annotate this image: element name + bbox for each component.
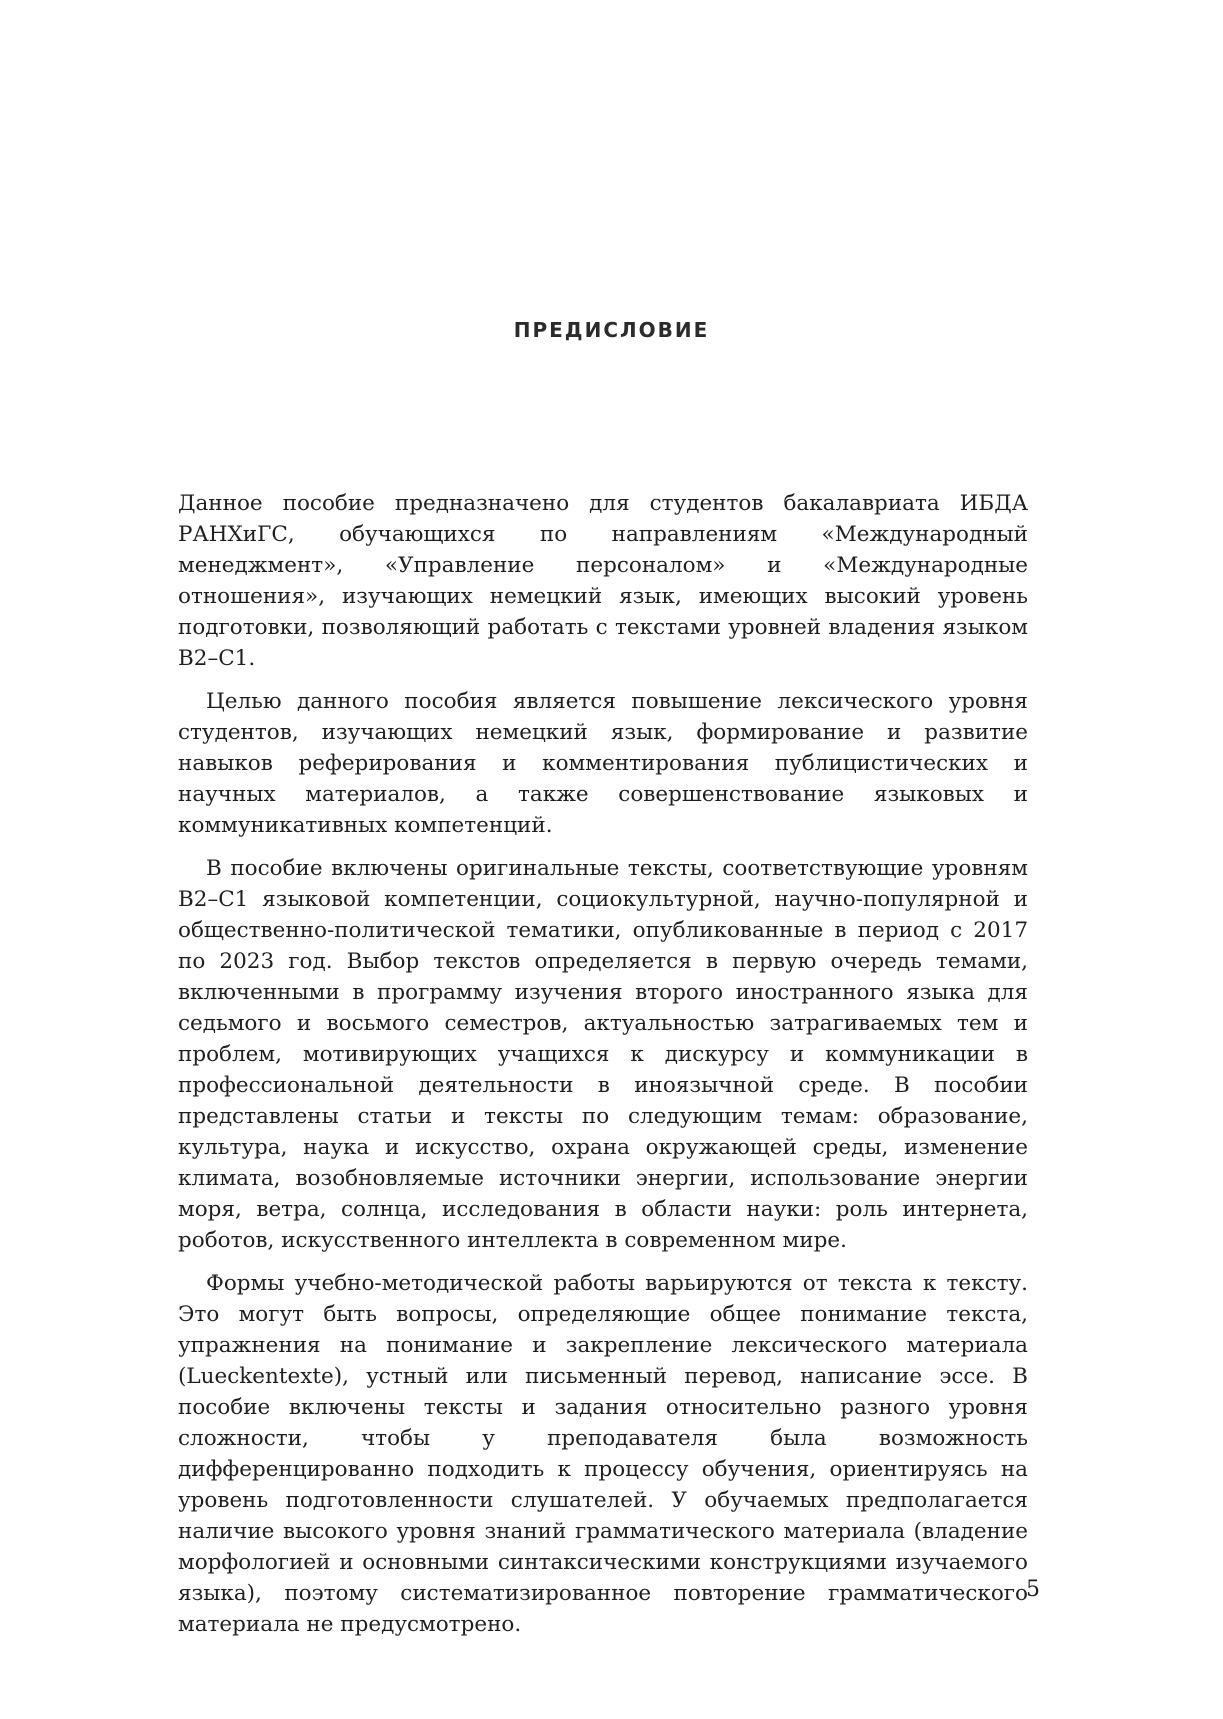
paragraph-1: Данное пособие предназначено для студентов бакалавриата ИБДА РАНХиГС, обучающихся по направлениям «Международный менеджмент», «Управление персоналом» и «Международные отношения», изучающих немецкий язык, имеющих высокий уровень подготовки, позволяющий работать с текстами уровней владения языком B2–C1. <box>178 491 1028 671</box>
paragraph-4: Формы учебно-методической работы варьируются от текста к тексту. Это могут быть вопросы, определяющие общее понимание текста, упражнения на понимание и закрепление лексического материала (Lueckentexte), устный или письменный перевод, написание эссе. В пособие включены тексты и задания относительно разного уровня сложности, чтобы у преподавателя была возможность дифференцированно подходить к процессу обучения, ориентируясь на уровень подготовленности слушателей. У обучаемых предполагается наличие высокого уровня знаний грамматического материала (владение морфологией и основными синтаксическими конструкциями изучаемого языка), поэтому систематизированное повторение грамматического материала не предусмотрено. <box>178 1271 1028 1637</box>
page-title: ПРЕДИСЛОВИЕ <box>513 318 710 342</box>
paragraph-2: Целью данного пособия является повышение лексического уровня студентов, изучающих немецкий язык, формирование и развитие навыков реферирования и комментирования публицистических и научных материалов, а также совершенствование языковых и коммуникативных компетенций. <box>178 689 1028 838</box>
paragraph-3: В пособие включены оригинальные тексты, соответствующие уровням B2–C1 языковой компетенции, социокультурной, научно-популярной и общественно-политической тематики, опубликованные в период с 2017 по 2023 год. Выбор текстов определяется в первую очередь темами, включенными в программу изучения второго иностранного языка для седьмого и восьмого семестров, актуальностью затрагиваемых тем и проблем, мотивирующих учащихся к дискурсу и коммуникации в профессиональной деятельности в иноязычной среде. В пособии представлены статьи и тексты по следующим темам: образование, культура, наука и искусство, охрана окружающей среды, изменение климата, возобновляемые источники энергии, использование энергии моря, ветра, солнца, исследования в области науки: роль интернета, роботов, искусственного интеллекта в современном мире. <box>178 856 1028 1253</box>
page-number: 5 <box>1026 1577 1040 1602</box>
body-text <box>178 488 1028 1652</box>
